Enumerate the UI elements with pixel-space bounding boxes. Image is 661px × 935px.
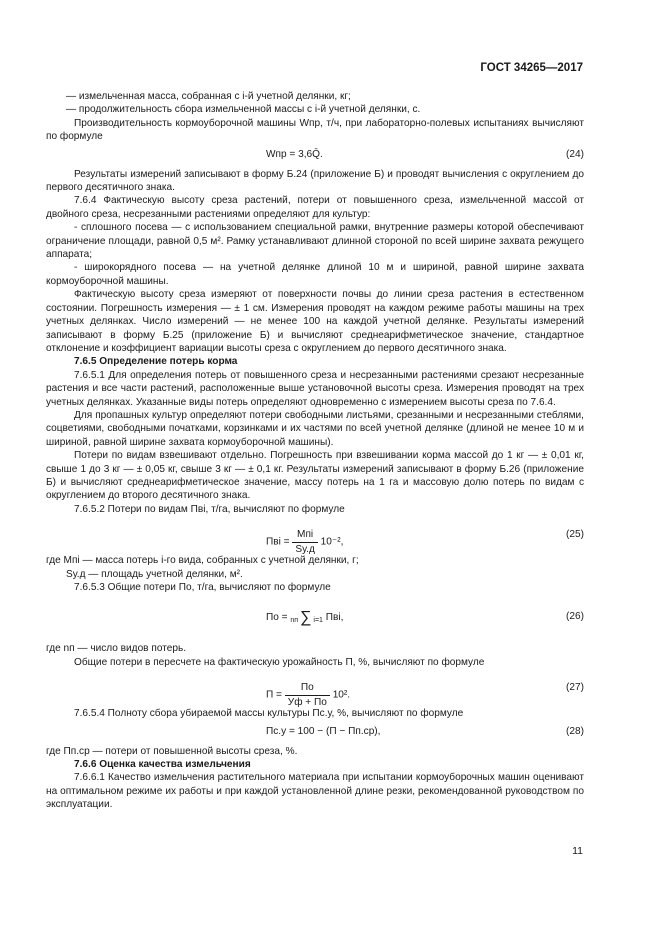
formula-27-lhs: П =: [266, 689, 282, 701]
paragraph-7-6-6-1: 7.6.6.1 Качество измельчения растительного материала при испытании кормоуборочных машин оценивают на оптимальном режиме их работы и при каждой установленной длине резки, рекомендованной руководством по эксплуатации.: [46, 772, 584, 811]
formula-26: [46, 594, 584, 642]
formula-27-tail: 10².: [332, 689, 351, 701]
summation-symbol: [290, 610, 323, 625]
definition-m: — измельченная масса, собранная с i-й учетной делянки, кг;: [66, 91, 351, 102]
paragraph-productivity: Производительность кормоуборочной машины Wпр, т/ч, при лабораторно-полевых испытаниях вычисляют по формуле: [46, 117, 584, 143]
summation-lower-limit: i=1: [313, 617, 323, 625]
formula-27-denominator: Уф + По: [287, 696, 327, 708]
definition-n: где nп — число видов потерь.: [46, 643, 187, 655]
formula-26-number: (26): [566, 611, 584, 623]
paragraph-results-b24: Результаты измерений записывают в форму Б.24 (приложение Б) и проводят вычисления с округлением до первого десятичного знака.: [46, 168, 584, 194]
formula-25-expression: [266, 528, 343, 556]
formula-25-tail: 10⁻²,: [320, 536, 344, 548]
formula-25-numerator: Мпi: [292, 528, 317, 542]
document-body: [46, 90, 584, 812]
formula-24: [46, 144, 584, 168]
formula-27: [46, 669, 584, 707]
paragraph-total-losses-actual: Общие потери в пересчете на фактическую урожайность П, %, вычисляют по формуле: [74, 656, 485, 668]
formula-27-numerator: По: [285, 681, 330, 695]
standard-header: ГОСТ 34265—2017: [480, 62, 583, 74]
paragraph-weighing: Потери по видам взвешивают отдельно. Погрешность при взвешивании корма массой до 1 кг — ± 0,01 кг, свыше 1 до 3 кг — ± 0,05 кг, свыше 3 кг — ± 0,1 кг. Результаты измерений записывают в форму Б.26 (приложение Б) и вычисляют среднеарифметическое значение, массу потерь на 1 га и массовую долю потерь по видам с округлением до второго десятичного знака.: [46, 450, 584, 502]
heading-7-6-5: 7.6.5 Определение потерь корма: [74, 356, 238, 368]
formula-24-number: (24): [566, 148, 584, 160]
formula-26-tail: Пвi,: [325, 612, 344, 624]
formula-26-lhs: По =: [266, 612, 288, 624]
formula-27-expression: [266, 681, 350, 709]
formula-27-fraction: [285, 681, 330, 709]
paragraph-actual-height: Фактическую высоту среза измеряют от поверхности почвы до линии среза растения в естественном состоянии. Погрешность измерения — ± 1 см. Измерения проводят на каждом режиме работы машины на трех учетных делянках. Число измерений — не менее 100 на каждой учетной делянке. Результаты измерений записывают в форму Б.25 (приложение Б) и вычисляют среднеарифметическое значение, стандартное отклонение и коэффициент вариации высоты среза с округлением до первого десятичного знака.: [46, 289, 584, 354]
sigma-icon: ∑: [300, 609, 312, 627]
formula-28-number: (28): [566, 725, 584, 737]
formula-25-denominator: Sу.д: [295, 543, 315, 555]
formula-28: [46, 721, 584, 745]
formula-25-fraction: [292, 528, 317, 556]
paragraph-7-6-5-4: 7.6.5.4 Полноту сбора убираемой массы культуры Пс.у, %, вычисляют по формуле: [74, 708, 464, 720]
formula-25-lhs: Пвi =: [266, 536, 290, 548]
paragraph-wide-row: - широкорядного посева — на учетной делянке длиной 10 м и шириной, равной ширине захвата кормоуборочной машины.: [46, 262, 584, 287]
formula-27-number: (27): [566, 682, 584, 694]
definition-mn: где Мпi — масса потерь i-го вида, собранных с учетной делянки, г;: [46, 555, 359, 567]
formula-28-expression: Пс.у = 100 − (П − Пп.ср),: [266, 725, 381, 737]
page-number: 11: [572, 845, 583, 857]
heading-7-6-6: 7.6.6 Оценка качества измельчения: [74, 759, 251, 771]
formula-25-number: (25): [566, 529, 584, 541]
paragraph-continuous-sowing: - сплошного посева — с использованием специальной рамки, внутренние размеры которой обеспечивают ограничение площади, равной 0,5 м². Рамку устанавливают длинной стороной по всей ширине захвата режущего аппарата;: [46, 222, 584, 261]
paragraph-7-6-5-3: 7.6.5.3 Общие потери По, т/га, вычисляют по формуле: [74, 582, 331, 593]
paragraph-7-6-5-1: 7.6.5.1 Для определения потерь от повышенного среза и несрезанными растениями срезают несрезанные растения и все части растений, расположенные выше установочной высоты среза. Измерения проводят на трех учетных делянках. Указанные виды потерь определяют одновременно с измерением высоты среза по 7.6.4.: [46, 369, 584, 408]
definition-p-cp: где Пп.ср — потери от повышенной высоты среза, %.: [46, 745, 298, 757]
paragraph-7-6-5-2: 7.6.5.2 Потери по видам Пвi, т/га, вычисляют по формуле: [74, 503, 345, 515]
formula-24-expression: Wпр = 3,6Q̄.: [266, 148, 323, 160]
summation-upper-limit: nп: [290, 617, 299, 625]
definition-t: — продолжительность сбора измельченной массы с i-й учетной делянки, с.: [66, 104, 421, 116]
paragraph-7-6-4: 7.6.4 Фактическую высоту среза растений, потери от повышенного среза, измельченной массой от двойного среза, несрезанными растениями определяют для культур:: [46, 195, 584, 220]
definition-s: Sу.д — площадь учетной делянки, м².: [66, 568, 243, 580]
paragraph-row-crops: Для пропашных культур определяют потери свободными листьями, срезанными и несрезанными стеблями, соцветиями, свободными початками, корзинками и их частями по всей учетной делянке (длиной не менее 10 м и шириной, равной ширине захвата кормоуборочной машины).: [46, 409, 584, 448]
formula-26-expression: [266, 610, 343, 625]
formula-25: [46, 516, 584, 554]
